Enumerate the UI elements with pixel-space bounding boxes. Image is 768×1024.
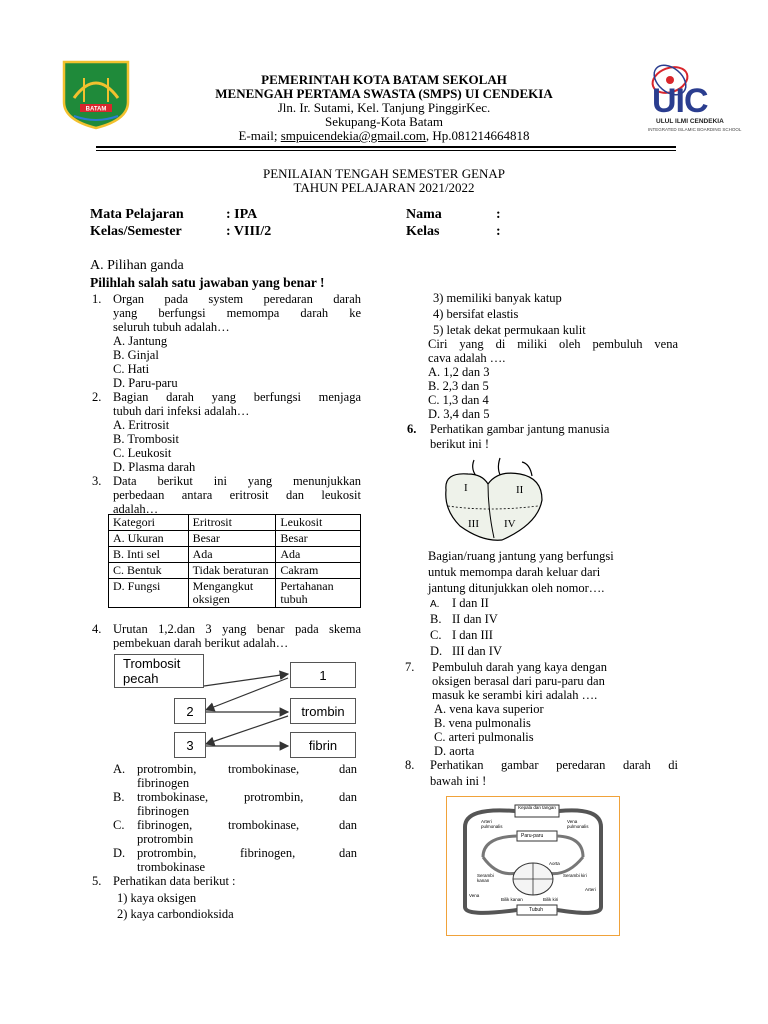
- q5-item-4: 4) bersifat elastis: [433, 307, 519, 321]
- q4-option-c-letter[interactable]: C.: [113, 818, 125, 832]
- table-cell: A. Ukuran: [109, 531, 189, 547]
- table-cell: Cakram: [276, 563, 361, 579]
- fig-label-arteri: Arteri: [585, 887, 596, 892]
- q5-number: 5.: [92, 874, 102, 888]
- box-blank-2[interactable]: 2: [174, 698, 206, 724]
- fig-label-serambi-kanan: Serambi kanan: [477, 873, 494, 883]
- q7-number: 7.: [405, 660, 415, 674]
- table-cell: Ada: [276, 547, 361, 563]
- q4-option-a-w1: protrombin,: [137, 762, 197, 776]
- subject-value: : IPA: [226, 207, 258, 222]
- q5-option-c[interactable]: C. 1,3 dan 4: [428, 393, 489, 407]
- exam-title: PENILAIAN TENGAH SEMESTER GENAP: [262, 166, 506, 181]
- q6-option-c-letter[interactable]: C.: [430, 628, 442, 642]
- q5-item-1: 1) kaya oksigen: [117, 891, 197, 905]
- q6-option-d-text: III dan IV: [452, 644, 502, 658]
- q6-option-a-letter[interactable]: A.: [430, 599, 440, 610]
- school-logo-mark: UIC: [652, 82, 708, 120]
- table-row[interactable]: [109, 563, 361, 579]
- table-cell: Tidak beraturan: [188, 563, 276, 579]
- name-label: Nama: [406, 207, 442, 222]
- q4-option-c-w1: fibrinogen,: [137, 818, 193, 832]
- q2-text-2: tubuh dari infeksi adalah…: [113, 404, 250, 418]
- table-row[interactable]: [109, 579, 361, 608]
- email-link[interactable]: smpuicendekia@gmail.com: [280, 128, 426, 143]
- q5-item-5: 5) letak dekat permukaan kulit: [433, 323, 586, 337]
- email-prefix: E-mail;: [238, 128, 281, 143]
- q2-number: 2.: [92, 390, 102, 404]
- q2-text-1: Bagian darah yang berfungsi menjaga: [113, 390, 361, 404]
- q4-option-b-w3: dan: [339, 790, 358, 804]
- table-cell: D. Fungsi: [109, 579, 189, 608]
- fig-label-vena-pulmonalis: Vena pulmonalis: [567, 819, 589, 829]
- q6-option-a-text: I dan II: [452, 596, 489, 610]
- q6-text-4: untuk memompa darah keluar dari: [428, 565, 601, 579]
- q6-option-b-text: II dan IV: [452, 612, 498, 626]
- class-colon: :: [496, 224, 501, 239]
- q3-text-1: Data berikut ini yang menunjukkan: [113, 474, 361, 488]
- letterhead-line-2: MENENGAH PERTAMA SWASTA (SMPS) UI CENDEKIA: [215, 86, 553, 101]
- q4-number: 4.: [92, 622, 102, 636]
- q7-option-a[interactable]: A. vena kava superior: [434, 702, 544, 716]
- table-row[interactable]: [109, 547, 361, 563]
- q4-option-b-letter[interactable]: B.: [113, 790, 125, 804]
- table-header-row: [109, 515, 361, 531]
- q6-text-5: jantung ditunjukkan oleh nomor….: [428, 581, 605, 595]
- q8-number: 8.: [405, 758, 415, 772]
- heart-label-ii: II: [516, 484, 524, 496]
- table-header-cell: Leukosit: [276, 515, 361, 531]
- section-instruction: Pilihlah salah satu jawaban yang benar !: [90, 275, 325, 290]
- q1-text-1: Organ pada system peredaran darah: [113, 292, 361, 306]
- q8-text-1: Perhatikan gambar peredaran darah di: [430, 758, 678, 772]
- q6-number: 6.: [407, 422, 417, 436]
- q4-option-a-w3: dan: [339, 762, 358, 776]
- q2-option-d[interactable]: D. Plasma darah: [113, 460, 196, 474]
- q8-text-2: bawah ini !: [430, 774, 487, 788]
- q4-option-a-w4: fibrinogen: [137, 776, 190, 790]
- q4-option-d-letter[interactable]: D.: [113, 846, 126, 860]
- q4-option-a-letter[interactable]: A.: [113, 762, 126, 776]
- class-semester-value: : VIII/2: [226, 224, 272, 239]
- q4-option-b-w4: fibrinogen: [137, 804, 190, 818]
- q6-text-3: Bagian/ruang jantung yang berfungsi: [428, 549, 614, 563]
- q4-option-d-w1: protrombin,: [137, 846, 197, 860]
- q5-text-2: Ciri yang di miliki oleh pembuluh vena: [428, 337, 678, 351]
- phone-number: , Hp.081214664818: [425, 128, 530, 143]
- name-colon: :: [496, 207, 501, 222]
- box-trombosit-text: Trombosit pecah: [123, 656, 181, 686]
- section-title: A. Pilihan ganda: [90, 258, 184, 273]
- q1-option-a[interactable]: A. Jantung: [113, 334, 168, 348]
- q5-option-d[interactable]: D. 3,4 dan 5: [428, 407, 490, 421]
- table-header-cell: Kategori: [109, 515, 189, 531]
- table-cell: Ada: [188, 547, 276, 563]
- q3-text-3: adalah…: [113, 502, 159, 516]
- class-semester-label: Kelas/Semester: [90, 224, 182, 239]
- school-logo-name: ULUL ILMI CENDEKIA: [656, 118, 724, 125]
- fig-label-serambi-kiri: Serambi kiri: [563, 873, 587, 878]
- q4-option-d-w4: trombokinase: [137, 860, 206, 874]
- q5-text-3: cava adalah ….: [428, 351, 506, 365]
- q7-text-3: masuk ke serambi kiri adalah ….: [432, 688, 598, 702]
- q7-option-d[interactable]: D. aorta: [434, 744, 475, 758]
- q4-option-c-w2: trombokinase,: [228, 818, 300, 832]
- city-emblem-text: BATAM: [85, 106, 107, 113]
- fig-label-paru: Paru-paru: [521, 833, 544, 839]
- q5-option-a[interactable]: A. 1,2 dan 3: [428, 365, 490, 379]
- table-cell: C. Bentuk: [109, 563, 189, 579]
- clotting-diagram: [112, 652, 364, 762]
- heart-label-i: I: [464, 482, 468, 494]
- school-logo-sub: INTEGRATED ISLAMIC BOARDING SCHOOL: [648, 127, 742, 132]
- class-label: Kelas: [406, 224, 440, 239]
- box-trombin: trombin: [290, 698, 356, 724]
- q1-option-c[interactable]: C. Hati: [113, 362, 150, 376]
- circulation-figure: [446, 796, 620, 936]
- q1-text-2: yang berfungsi memompa darah ke: [113, 306, 361, 320]
- letterhead-divider: [96, 146, 676, 148]
- heart-label-iii: III: [468, 518, 479, 530]
- q4-option-c-w4: protrombin: [137, 832, 194, 846]
- q5-text-1: Perhatikan data berikut :: [113, 874, 236, 888]
- q6-text-1: Perhatikan gambar jantung manusia: [430, 422, 610, 436]
- box-blank-1[interactable]: 1: [290, 662, 356, 688]
- q4-text-1: Urutan 1,2.dan 3 yang benar pada skema: [113, 622, 361, 636]
- q5-item-3: 3) memiliki banyak katup: [433, 291, 562, 305]
- q1-option-b[interactable]: B. Ginjal: [113, 348, 159, 362]
- q3-text-2: perbedaan antara eritrosit dan leukosit: [113, 488, 361, 502]
- fig-label-vena: Vena: [469, 893, 480, 898]
- letterhead-line-4: Sekupang-Kota Batam: [324, 114, 444, 129]
- fig-label-bilik-kiri: Bilik kiri: [543, 897, 559, 902]
- q4-option-d-w3: dan: [339, 846, 358, 860]
- box-fibrin: fibrin: [290, 732, 356, 758]
- q3-number: 3.: [92, 474, 102, 488]
- q2-option-a[interactable]: A. Eritrosit: [113, 418, 170, 432]
- box-trombosit-pecah: [114, 654, 204, 688]
- q4-option-b-w1: trombokinase,: [137, 790, 209, 804]
- fig-label-arteri-pulmonalis: Arteri pulmonalis: [481, 819, 503, 829]
- table-header-cell: Eritrosit: [188, 515, 276, 531]
- q7-option-c[interactable]: C. arteri pulmonalis: [434, 730, 534, 744]
- q4-option-a-w2: trombokinase,: [228, 762, 300, 776]
- letterhead-divider-thin: [96, 150, 676, 151]
- table-cell: Besar: [188, 531, 276, 547]
- table-cell: Besar: [276, 531, 361, 547]
- box-blank-3[interactable]: 3: [174, 732, 206, 758]
- q7-option-b[interactable]: B. vena pulmonalis: [434, 716, 531, 730]
- q6-option-d-letter[interactable]: D.: [430, 644, 443, 658]
- q7-text-2: oksigen berasal dari paru-paru dan: [432, 674, 605, 688]
- fig-label-tubuh: Tubuh: [529, 907, 543, 913]
- q6-text-2: berikut ini !: [430, 437, 490, 451]
- q6-option-b-letter[interactable]: B.: [430, 612, 442, 626]
- q1-text-3: seluruh tubuh adalah…: [113, 320, 230, 334]
- q6-option-c-text: I dan III: [452, 628, 493, 642]
- table-row[interactable]: [109, 531, 361, 547]
- letterhead-line-3: Jln. Ir. Sutami, Kel. Tanjung PinggirKec.: [277, 100, 491, 115]
- q4-option-c-w3: dan: [339, 818, 358, 832]
- subject-label: Mata Pelajaran: [90, 207, 184, 222]
- heart-label-iv: IV: [504, 518, 516, 530]
- fig-label-kepala: Kepala dan tangan: [518, 805, 556, 810]
- q1-number: 1.: [92, 292, 102, 306]
- table-cell: B. Inti sel: [109, 547, 189, 563]
- q2-option-c[interactable]: C. Leukosit: [113, 446, 172, 460]
- letterhead-line-1: PEMERINTAH KOTA BATAM SEKOLAH: [261, 72, 507, 87]
- q5-option-b[interactable]: B. 2,3 dan 5: [428, 379, 489, 393]
- q5-item-2: 2) kaya carbondioksida: [117, 907, 234, 921]
- q4-option-b-w2: protrombin,: [244, 790, 304, 804]
- table-cell: Pertahanan tubuh: [276, 579, 361, 608]
- q3-data-table: [108, 514, 361, 608]
- q2-option-b[interactable]: B. Trombosit: [113, 432, 180, 446]
- table-cell: Mengangkut oksigen: [188, 579, 276, 608]
- heart-figure: [438, 456, 550, 544]
- letterhead-contact: [0, 128, 768, 143]
- fig-label-bilik-kanan: Bilik kanan: [501, 897, 523, 902]
- q4-option-d-w2: fibrinogen,: [240, 846, 296, 860]
- q7-text-1: Pembuluh darah yang kaya dengan: [432, 660, 607, 674]
- q1-option-d[interactable]: D. Paru-paru: [113, 376, 178, 390]
- fig-label-aorta: Aorta: [549, 861, 560, 866]
- exam-year: TAHUN PELAJARAN 2021/2022: [293, 180, 475, 195]
- q4-text-2: pembekuan darah berikut adalah…: [113, 636, 289, 650]
